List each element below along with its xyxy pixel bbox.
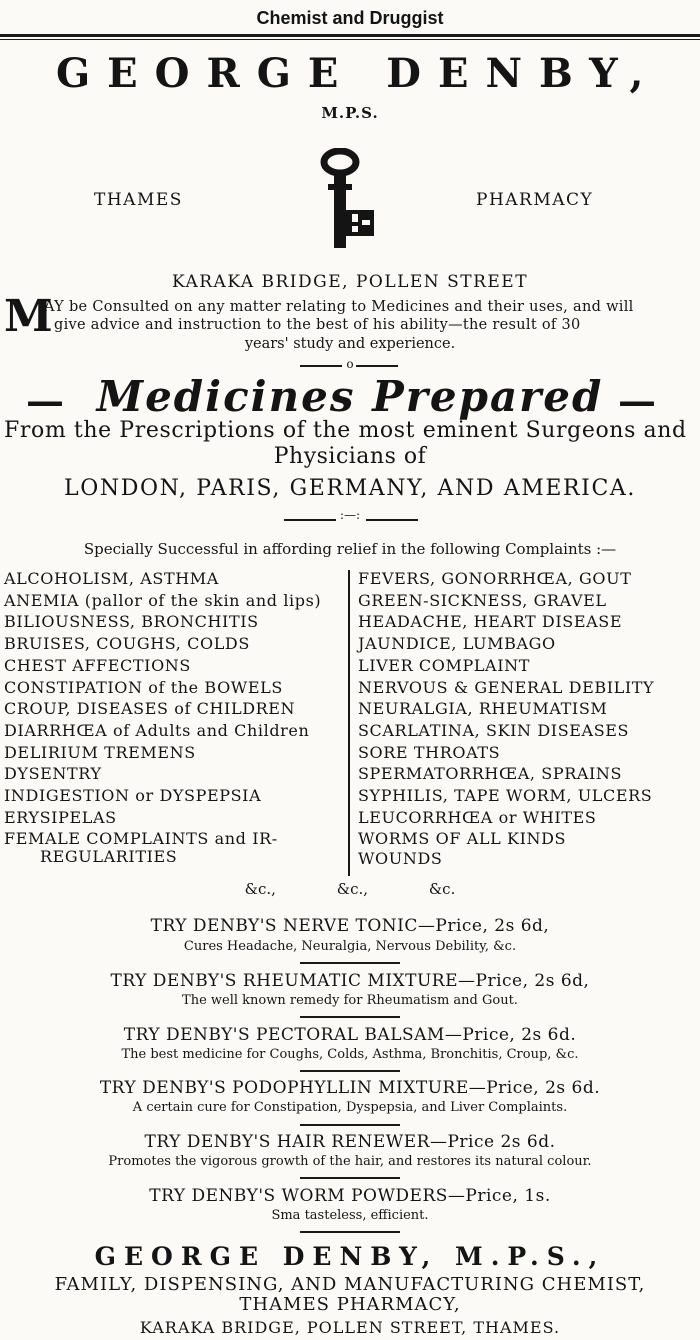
product-title: TRY DENBY'S PODOPHYLLIN MIXTURE—Price, 2s 6d. <box>99 1078 601 1098</box>
complaint-item: FEMALE COMPLAINTS and IR- <box>4 829 278 849</box>
complaints-right-column <box>358 568 654 868</box>
complaint-item: BRUISES, COUGHS, COLDS <box>4 634 250 654</box>
etc-item: &c., <box>244 880 276 898</box>
product-description: The well known remedy for Rheumatism and Gout. <box>182 993 518 1008</box>
product-separator <box>300 962 400 964</box>
product-title: TRY DENBY'S PECTORAL BALSAM—Price, 2s 6d. <box>123 1025 577 1045</box>
complaint-item: HEADACHE, HEART DISEASE <box>358 612 623 632</box>
complaint-item: INDIGESTION or DYSPEPSIA <box>4 786 262 806</box>
complaint-item: CONSTIPATION of the BOWELS <box>4 677 283 697</box>
ornament2-rule-right <box>366 519 418 521</box>
key-icon <box>318 148 382 252</box>
complaints-left-column <box>4 568 322 867</box>
complaint-item: CROUP, DISEASES of CHILDREN <box>4 699 296 719</box>
complaint-item: JAUNDICE, LUMBAGO <box>358 634 556 654</box>
complaint-item: DIARRHŒA of Adults and Children <box>4 720 310 740</box>
product-separator <box>300 1124 400 1126</box>
proprietor-name: GEORGE DENBY, <box>56 50 661 97</box>
intro-line-2: give advice and instruction to the best of his ability—the result of 30 <box>54 317 581 333</box>
intro-line-3: years' study and experience. <box>244 336 456 352</box>
complaint-item: WORMS OF ALL KINDS <box>358 829 567 849</box>
complaint-item: FEVERS, GONORRHŒA, GOUT <box>358 569 632 588</box>
header-rule-thick <box>0 34 700 37</box>
complaint-item: SPERMATORRHŒA, SPRAINS <box>358 764 623 784</box>
ornament-circle: o <box>346 357 354 371</box>
complaint-item: REGULARITIES <box>40 847 178 867</box>
product-description: Sma tasteless, efficient. <box>271 1208 429 1223</box>
intro-dropcap: M <box>4 291 53 342</box>
complaint-item: SORE THROATS <box>358 742 501 762</box>
complaint-item: SYPHILIS, TAPE WORM, ULCERS <box>358 786 653 806</box>
footer-address: KARAKA BRIDGE, POLLEN STREET, THAMES. <box>139 1318 561 1337</box>
complaint-item: WOUNDS <box>358 849 443 869</box>
product-separator <box>300 1231 400 1233</box>
product-description: A certain cure for Constipation, Dyspepsia, and Liver Complaints. <box>132 1100 568 1115</box>
product-title: TRY DENBY'S RHEUMATIC MIXTURE—Price, 2s 6d, <box>110 971 590 991</box>
etc-item: &c., <box>336 880 369 898</box>
complaint-item: LEUCORRHŒA or WHITES <box>358 807 597 827</box>
footer-name: GEORGE DENBY, M.P.S., <box>94 1242 606 1271</box>
complaint-item: DELIRIUM TREMENS <box>4 742 196 762</box>
medicines-prepared-title: Medicines Prepared <box>96 372 604 421</box>
product-title: TRY DENBY'S WORM POWDERS—Price, 1s. <box>149 1186 551 1206</box>
complaint-item: ERYSIPELAS <box>4 807 117 827</box>
pharmacy-label: PHARMACY <box>476 190 594 210</box>
product-title: TRY DENBY'S HAIR RENEWER—Price 2s 6d. <box>144 1132 556 1152</box>
complaint-item: SCARLATINA, SKIN DISEASES <box>358 720 630 740</box>
address-line: KARAKA BRIDGE, POLLEN STREET <box>171 272 529 292</box>
title-dash-right: — <box>618 378 656 423</box>
intro-line-1: AY be Consulted on any matter relating to Medicines and their uses, and will <box>44 299 634 315</box>
ornament2-center: :—: <box>339 508 361 522</box>
complaint-item: BILIOUSNESS, BRONCHITIS <box>4 612 259 632</box>
complaints-heading: Specially Successful in affording relief in the following Complaints :— <box>83 540 617 558</box>
complaint-item: GREEN-SICKNESS, GRAVEL <box>358 590 607 610</box>
complaint-item: ANEMIA (pallor of the skin and lips) <box>4 590 322 610</box>
ornament-rule-right <box>356 365 398 367</box>
cities-line: LONDON, PARIS, GERMANY, AND AMERICA. <box>64 476 636 501</box>
footer-pharmacy-line: THAMES PHARMACY, <box>239 1294 461 1315</box>
complaint-item: NEURALGIA, RHEUMATISM <box>358 699 608 719</box>
product-separator <box>300 1016 400 1018</box>
column-divider <box>348 570 350 876</box>
product-description: The best medicine for Coughs, Colds, Asthma, Bronchitis, Croup, &c. <box>121 1047 579 1062</box>
product-separator <box>300 1070 400 1072</box>
product-title: TRY DENBY'S NERVE TONIC—Price, 2s 6d, <box>150 916 550 936</box>
header-title: Chemist and Druggist <box>256 8 444 28</box>
thames-label: THAMES <box>94 190 183 210</box>
complaint-item: LIVER COMPLAINT <box>358 655 530 675</box>
header-rule-thin <box>0 39 700 40</box>
complaint-item: DYSENTRY <box>4 764 102 784</box>
prescriptions-line-2: Physicians of <box>273 444 427 469</box>
etcetera-line <box>0 880 700 898</box>
complaint-item: CHEST AFFECTIONS <box>4 655 191 675</box>
proprietor-qualification: M.P.S. <box>321 104 379 122</box>
product-separator <box>300 1177 400 1179</box>
complaint-item: NERVOUS & GENERAL DEBILITY <box>358 677 655 697</box>
product-description: Cures Headache, Neuralgia, Nervous Debility, &c. <box>183 939 517 954</box>
prescriptions-line-1: From the Prescriptions of the most eminent Surgeons and <box>4 418 687 443</box>
etc-item: &c. <box>428 880 456 898</box>
title-dash-left: — <box>26 378 64 423</box>
complaint-item: ALCOHOLISM, ASTHMA <box>4 569 219 588</box>
footer-business-line: FAMILY, DISPENSING, AND MANUFACTURING CHEMIST, <box>54 1274 646 1295</box>
product-description: Promotes the vigorous growth of the hair, and restores its natural colour. <box>108 1154 592 1169</box>
